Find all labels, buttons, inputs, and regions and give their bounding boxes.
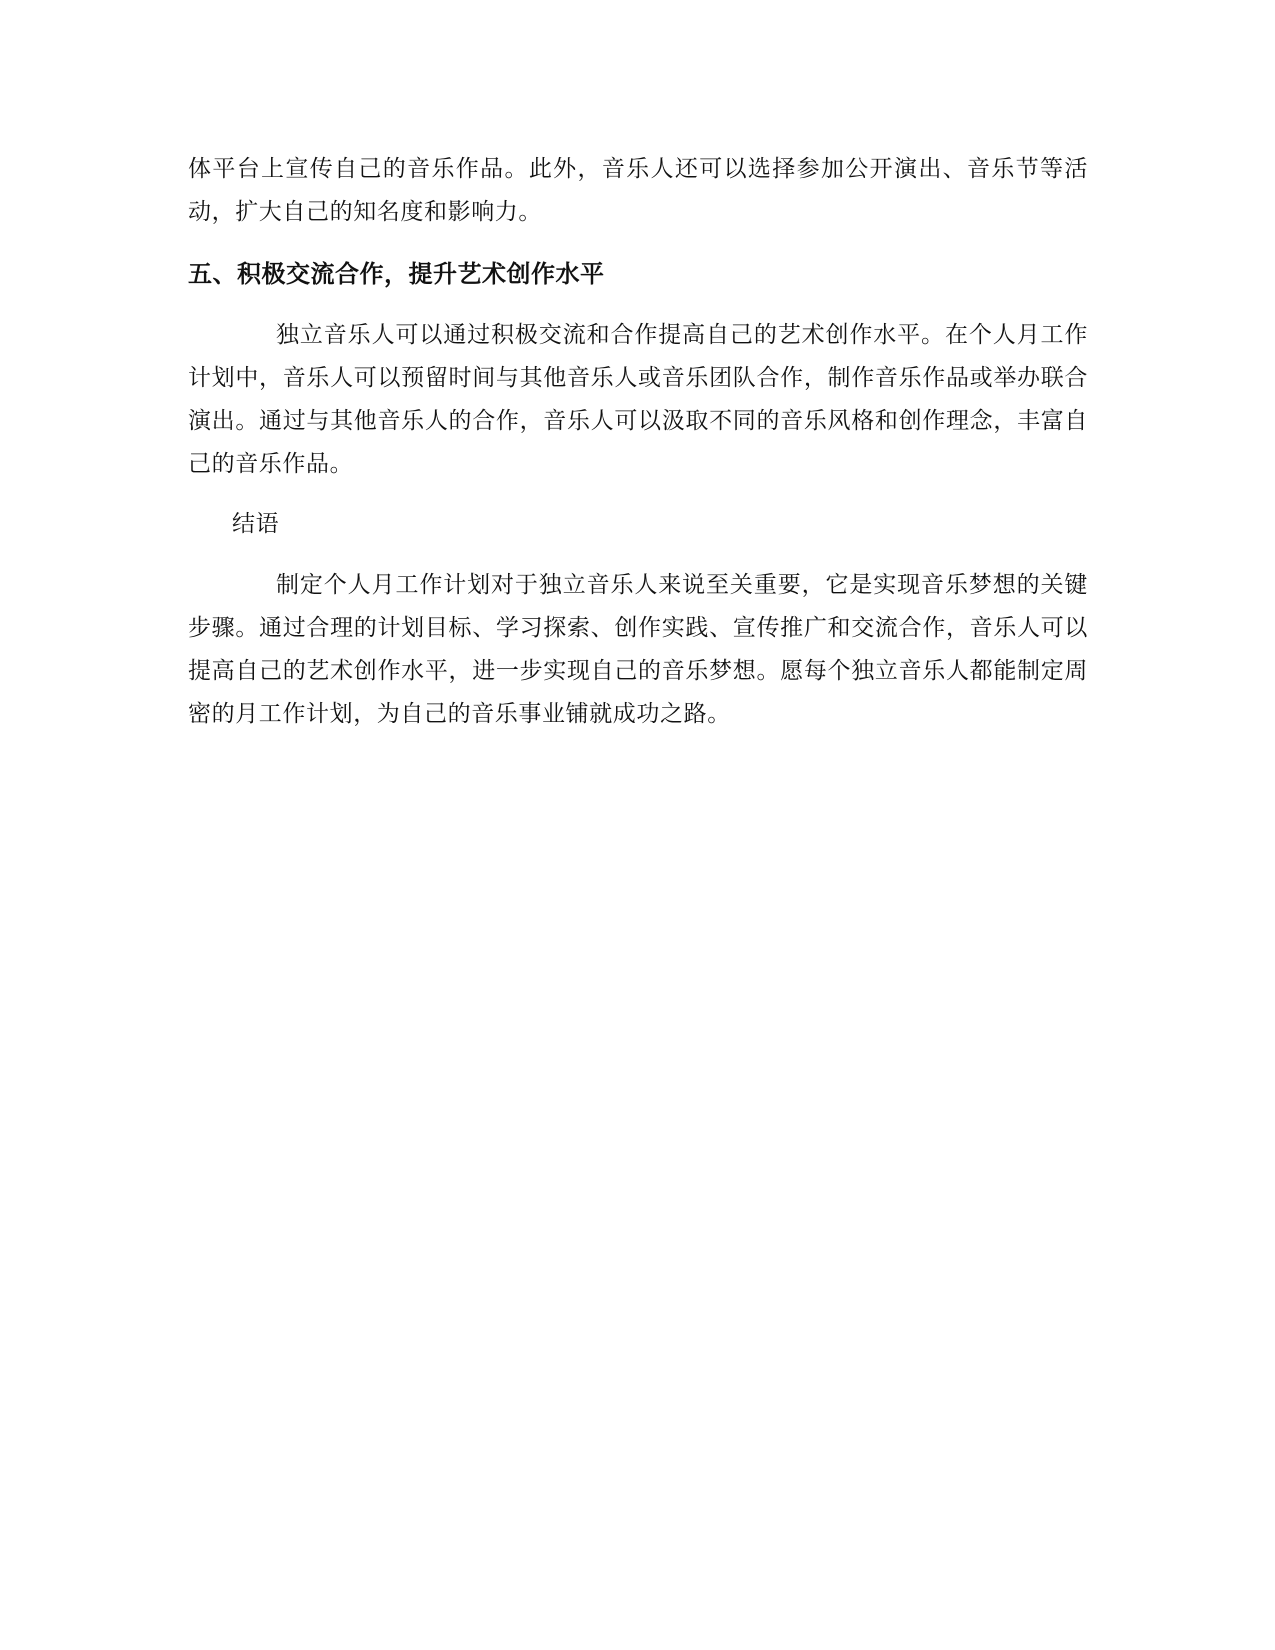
conclusion-paragraph: 制定个人月工作计划对于独立音乐人来说至关重要，它是实现音乐梦想的关键步骤。通过合理的计划目标、学习探索、创作实践、宣传推广和交流合作，音乐人可以提高自己的艺术创作水平，进一步实现自己的音乐梦想。愿每个独立音乐人都能制定周密的月工作计划，为自己的音乐事业铺就成功之路。 bbox=[188, 572, 1088, 727]
continuation-paragraph: 体平台上宣传自己的音乐作品。此外，音乐人还可以选择参加公开演出、音乐节等活动，扩大自己的知名度和影响力。 bbox=[188, 156, 1088, 225]
conclusion-label: 结语 bbox=[232, 511, 280, 537]
document-body bbox=[188, 148, 1088, 736]
section-paragraph: 独立音乐人可以通过积极交流和合作提高自己的艺术创作水平。在个人月工作计划中，音乐人可以预留时间与其他音乐人或音乐团队合作，制作音乐作品或举办联合演出。通过与其他音乐人的合作，音乐人可以汲取不同的音乐风格和创作理念，丰富自己的音乐作品。 bbox=[188, 322, 1088, 477]
section-heading: 五、积极交流合作，提升艺术创作水平 bbox=[188, 260, 605, 288]
